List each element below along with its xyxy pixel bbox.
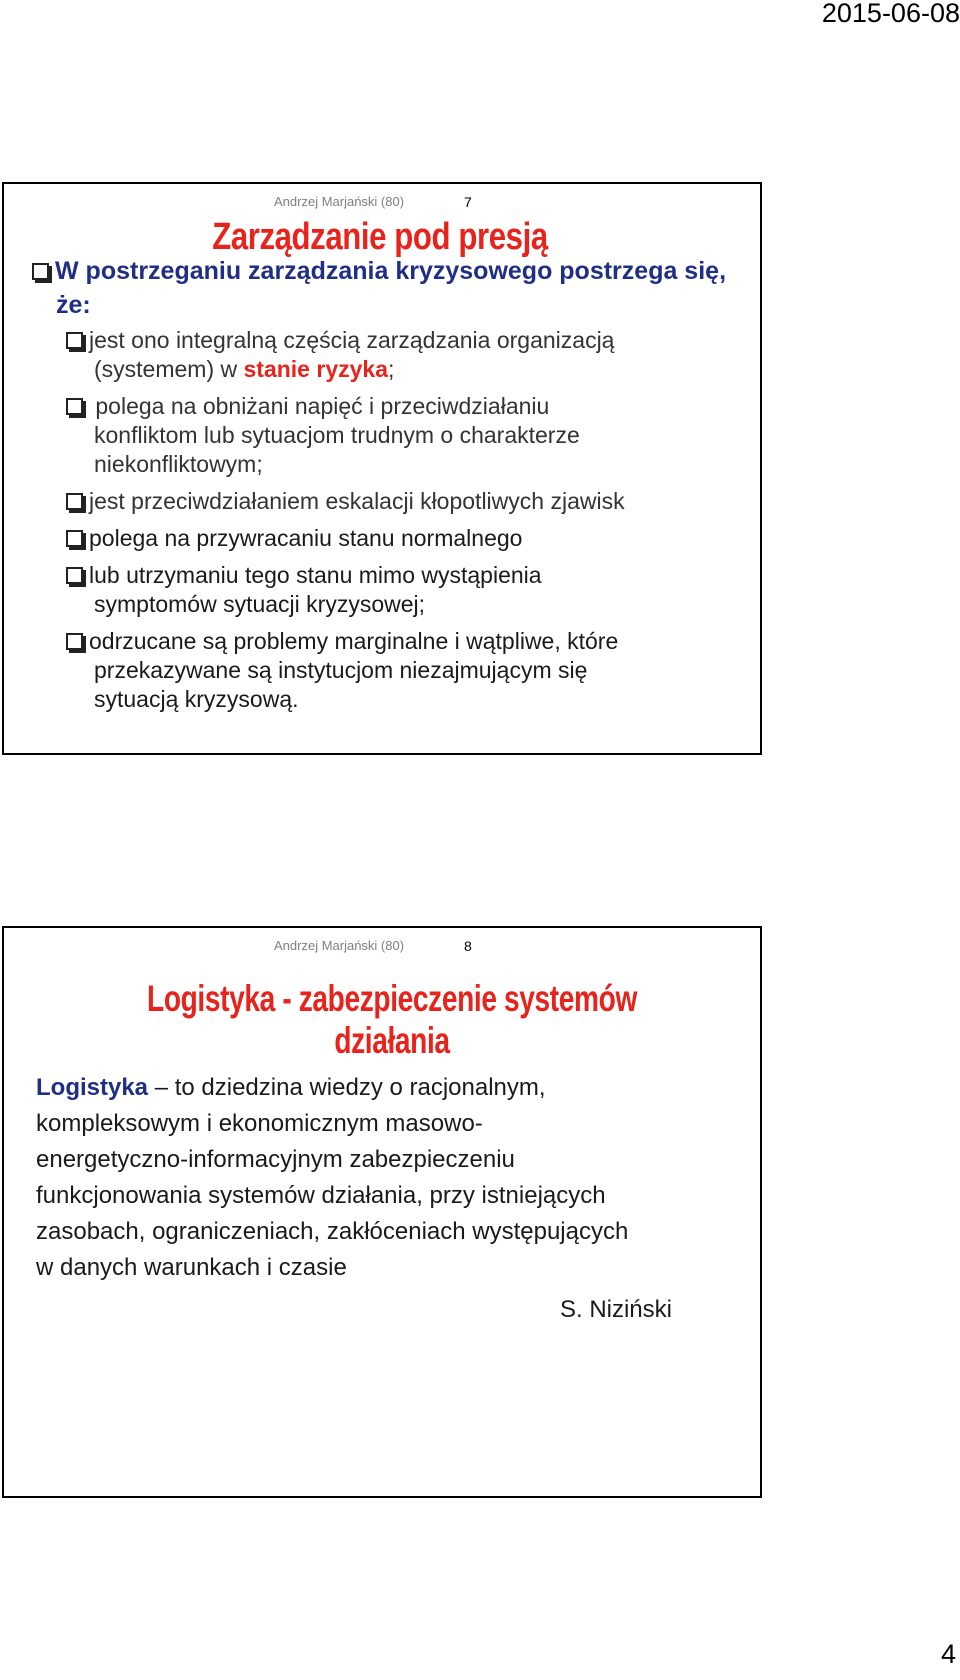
risk-highlight: stanie ryzyka bbox=[243, 356, 388, 382]
slide-header bbox=[4, 934, 760, 954]
list-item: polega na obniżani napięć i przeciwdziałaniu konfliktom lub sytuacjom trudnym o charakterze niekonfliktowym; bbox=[66, 392, 756, 479]
slide-author: Andrzej Marjański (80) bbox=[274, 938, 405, 953]
slide-number: 7 bbox=[464, 194, 472, 210]
checkbox-bullet-icon bbox=[66, 567, 83, 584]
list-item: lub utrzymaniu tego stanu mimo wystąpienia symptomów sytuacji kryzysowej; bbox=[66, 561, 756, 619]
checkbox-bullet-icon bbox=[32, 263, 49, 280]
list-item: jest przeciwdziałaniem eskalacji kłopotliwych zjawisk bbox=[66, 487, 756, 516]
definition-term: Logistyka bbox=[36, 1074, 149, 1101]
page-number: 4 bbox=[940, 1639, 956, 1669]
checkbox-bullet-icon bbox=[66, 398, 83, 415]
signature: S. Niziński bbox=[559, 1296, 672, 1323]
checkbox-bullet-icon bbox=[66, 332, 83, 349]
list-item: odrzucane są problemy marginalne i wątpliwe, które przekazywane są instytucjom niezajmującym się sytuacją kryzysową. bbox=[66, 627, 756, 714]
checkbox-bullet-icon bbox=[66, 493, 83, 510]
slide-7 bbox=[2, 182, 762, 755]
lead-line: W postrzeganiu zarządzania kryzysowego postrzega się, bbox=[55, 257, 727, 285]
list-item: polega na przywracaniu stanu normalnego bbox=[66, 524, 756, 553]
definition-text: Logistyka – to dziedzina wiedzy o racjonalnym, kompleksowym i ekonomicznym masowo- energetyczno-informacyjnym zabezpieczeniu funkcjonowania systemów działania, przy istniejących zasobach, ograniczeniach, zakłóceniach występujących w danych warunkach i czasie S. Niziński bbox=[36, 1070, 736, 1328]
slide-8 bbox=[2, 926, 762, 1498]
lead-line: że: bbox=[56, 291, 91, 319]
slide-number: 8 bbox=[464, 938, 472, 954]
slide-title: Zarządzanie pod presją bbox=[212, 216, 548, 258]
list-item: jest ono integralną częścią zarządzania organizacją (systemem) w stanie ryzyka; bbox=[66, 326, 756, 384]
slide-title: Logistyka - zabezpieczenie systemów działania bbox=[147, 978, 637, 1061]
checkbox-bullet-icon bbox=[66, 530, 83, 547]
page-date: 2015-06-08 bbox=[821, 0, 960, 28]
checkbox-bullet-icon bbox=[66, 633, 83, 650]
bullet-list bbox=[66, 326, 756, 722]
lead-statement bbox=[32, 254, 752, 322]
slide-header bbox=[4, 190, 760, 210]
slide-author: Andrzej Marjański (80) bbox=[274, 194, 405, 209]
